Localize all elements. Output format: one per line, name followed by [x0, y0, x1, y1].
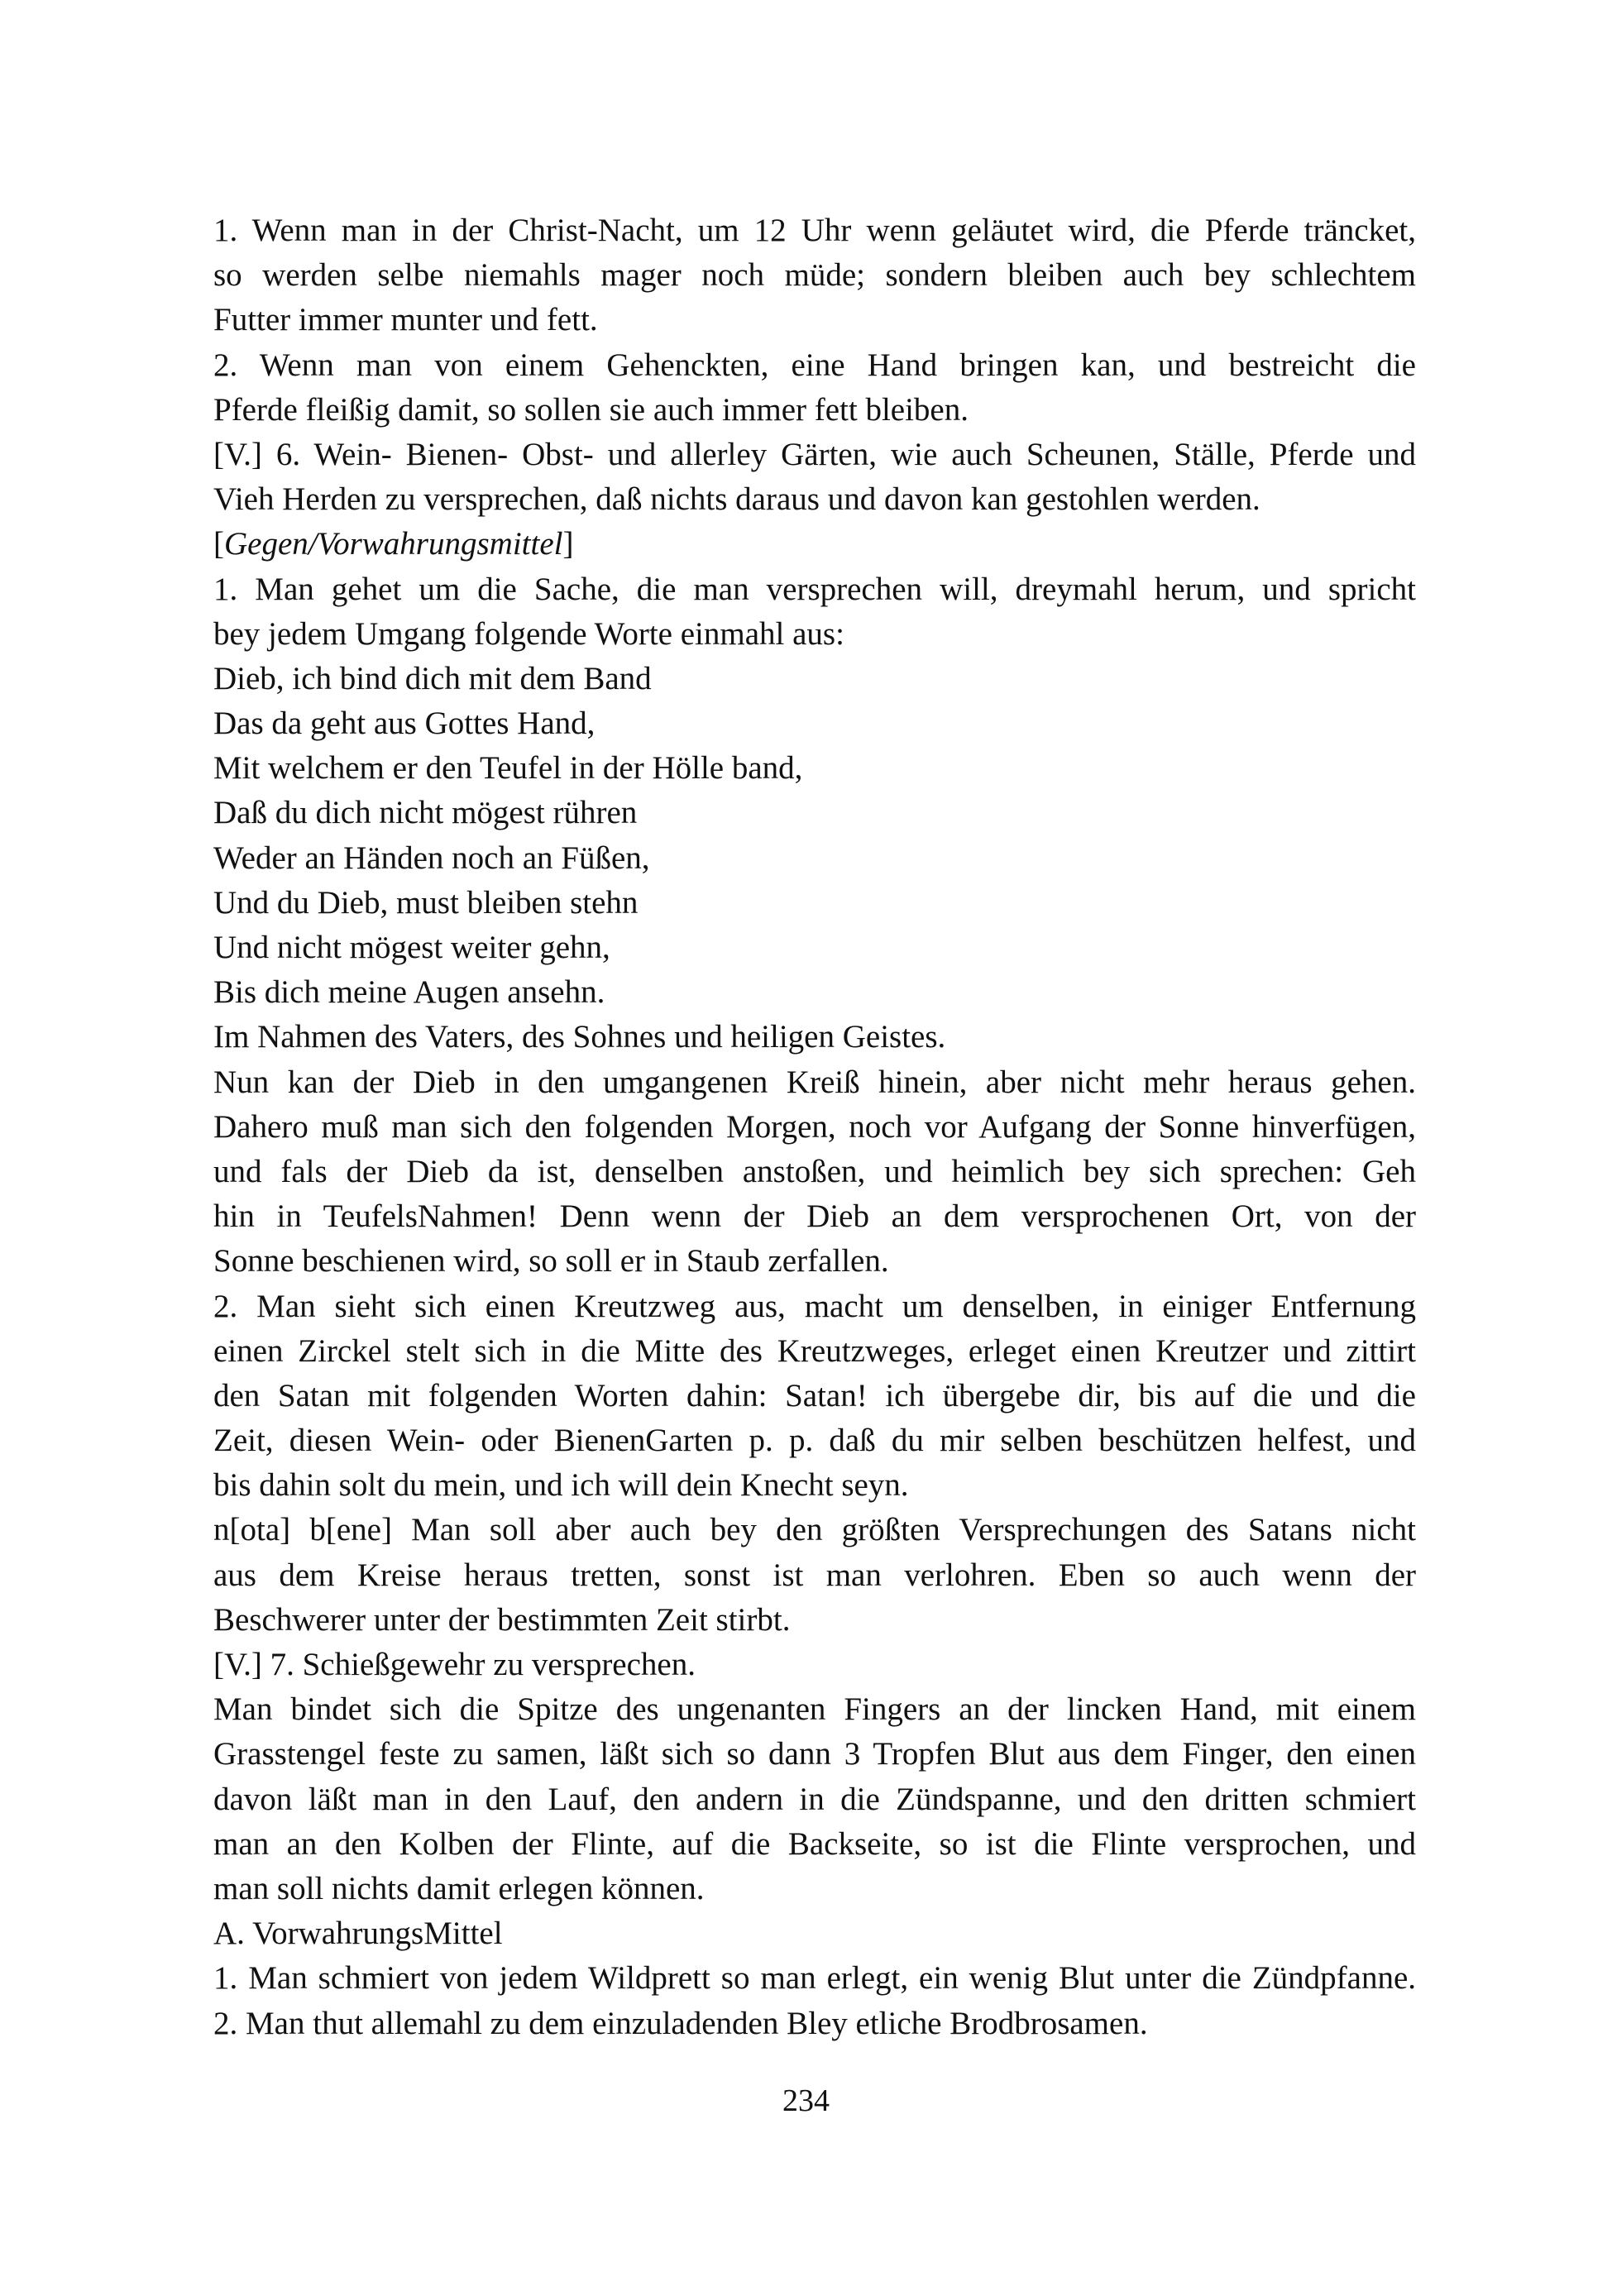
text-line: hin in TeufelsNahmen! Denn wenn der Dieb an dem versprochenen Ort, von der: [213, 1198, 1416, 1235]
text-line: bey jedem Umgang folgende Worte einmahl aus:: [213, 615, 844, 652]
text-line: 2. Wenn man von einem Gehenckten, eine Hand bringen kan, und bestreicht die: [213, 347, 1416, 383]
text-line: [213, 522, 1416, 567]
bracket-open: [: [213, 526, 224, 562]
text-line: Bis dich meine Augen ansehn.: [213, 974, 605, 1011]
text-line: Nun kan der Dieb in den umgangenen Kreiß hinein, aber nicht mehr heraus gehen.: [213, 1064, 1416, 1100]
text-line: aus dem Kreise heraus tretten, sonst ist man verlohren. Eben so auch wenn der: [213, 1557, 1416, 1593]
text-line: 2. Man thut allemahl zu dem einzuladenden Bley etliche Brodbrosamen.: [213, 2005, 1148, 2041]
body-text: [213, 208, 1416, 2046]
text-line: 1. Wenn man in der Christ-Nacht, um 12 Uhr wenn geläutet wird, die Pferde träncket,: [213, 213, 1416, 248]
text-line: einen Zirckel stelt sich in die Mitte des Kreutzweges, erleget einen Kreutzer und zittirt: [213, 1332, 1416, 1369]
text-line: A. VorwahrungsMittel: [213, 1916, 503, 1952]
text-line: Man bindet sich die Spitze des ungenanten Fingers an der lincken Hand, mit einem: [213, 1691, 1416, 1728]
text-line: so werden selbe niemahls mager noch müde; sondern bleiben auch bey schlechtem: [213, 257, 1416, 294]
text-line: Daß du dich nicht mögest rühren: [213, 795, 638, 831]
text-line: [V.] 6. Wein- Bienen- Obst- und allerley Gärten, wie auch Scheunen, Ställe, Pferde und: [213, 436, 1416, 472]
text-line: Im Nahmen des Vaters, des Sohnes und heiligen Geistes.: [213, 1019, 946, 1055]
bracket-close: ]: [562, 526, 574, 562]
text-line: 1. Man schmiert von jedem Wildprett so man erlegt, ein wenig Blut unter die Zündpfanne.: [213, 1960, 1416, 1997]
text-line: man an den Kolben der Flinte, auf die Backseite, so ist die Flinte versprochen, und: [213, 1825, 1416, 1862]
text-line: bis dahin solt du mein, und ich will dein Knecht seyn.: [213, 1467, 909, 1504]
text-line: Mit welchem er den Teufel in der Hölle band,: [213, 750, 803, 787]
text-line: Vieh Herden zu versprechen, daß nichts daraus und davon kan gestohlen werden.: [213, 481, 1260, 518]
text-line: Pferde fleißig damit, so sollen sie auch immer fett bleiben.: [213, 391, 969, 428]
text-line: Weder an Händen noch an Füßen,: [213, 839, 650, 876]
text-line: Dieb, ich bind dich mit dem Band: [213, 660, 652, 696]
text-line: n[ota] b[ene] Man soll aber auch bey den größten Versprechungen des Satans nicht: [213, 1512, 1416, 1548]
text-line: Das da geht aus Gottes Hand,: [213, 706, 596, 742]
text-line: Futter immer munter und fett.: [213, 302, 598, 338]
page-number: 234: [782, 2083, 830, 2118]
text-line: [V.] 7. Schießgewehr zu versprechen.: [213, 1647, 696, 1682]
text-line: Sonne beschienen wird, so soll er in Staub zerfallen.: [213, 1243, 889, 1280]
text-line: Grasstengel feste zu samen, läßt sich so dann 3 Tropfen Blut aus dem Finger, den einen: [213, 1736, 1416, 1772]
text-line: Zeit, diesen Wein- oder BienenGarten p. p. daß du mir selben beschützen helfest, und: [213, 1423, 1416, 1459]
text-line: man soll nichts damit erlegen können.: [213, 1870, 705, 1906]
text-line: Beschwerer unter der bestimmten Zeit stirbt.: [213, 1601, 791, 1638]
text-line: und fals der Dieb da ist, denselben anstoßen, und heimlich bey sich sprechen: Geh: [213, 1153, 1416, 1189]
text-line: davon läßt man in den Lauf, den andern in die Zündspanne, und den dritten schmiert: [213, 1781, 1416, 1817]
italic-heading: Gegen/Vorwahrungsmittel: [224, 526, 563, 562]
text-line: Und nicht mögest weiter gehn,: [213, 930, 610, 965]
text-line: Dahero muß man sich den folgenden Morgen, noch vor Aufgang der Sonne hinverfügen,: [213, 1108, 1416, 1145]
text-line: Und du Dieb, must bleiben stehn: [213, 884, 639, 921]
text-line: 1. Man gehet um die Sache, die man versprechen will, dreymahl herum, und spricht: [213, 571, 1416, 607]
text-line: den Satan mit folgenden Worten dahin: Satan! ich übergebe dir, bis auf die und die: [213, 1377, 1416, 1413]
text-line: 2. Man sieht sich einen Kreutzweg aus, macht um denselben, in einiger Entfernung: [213, 1288, 1416, 1324]
